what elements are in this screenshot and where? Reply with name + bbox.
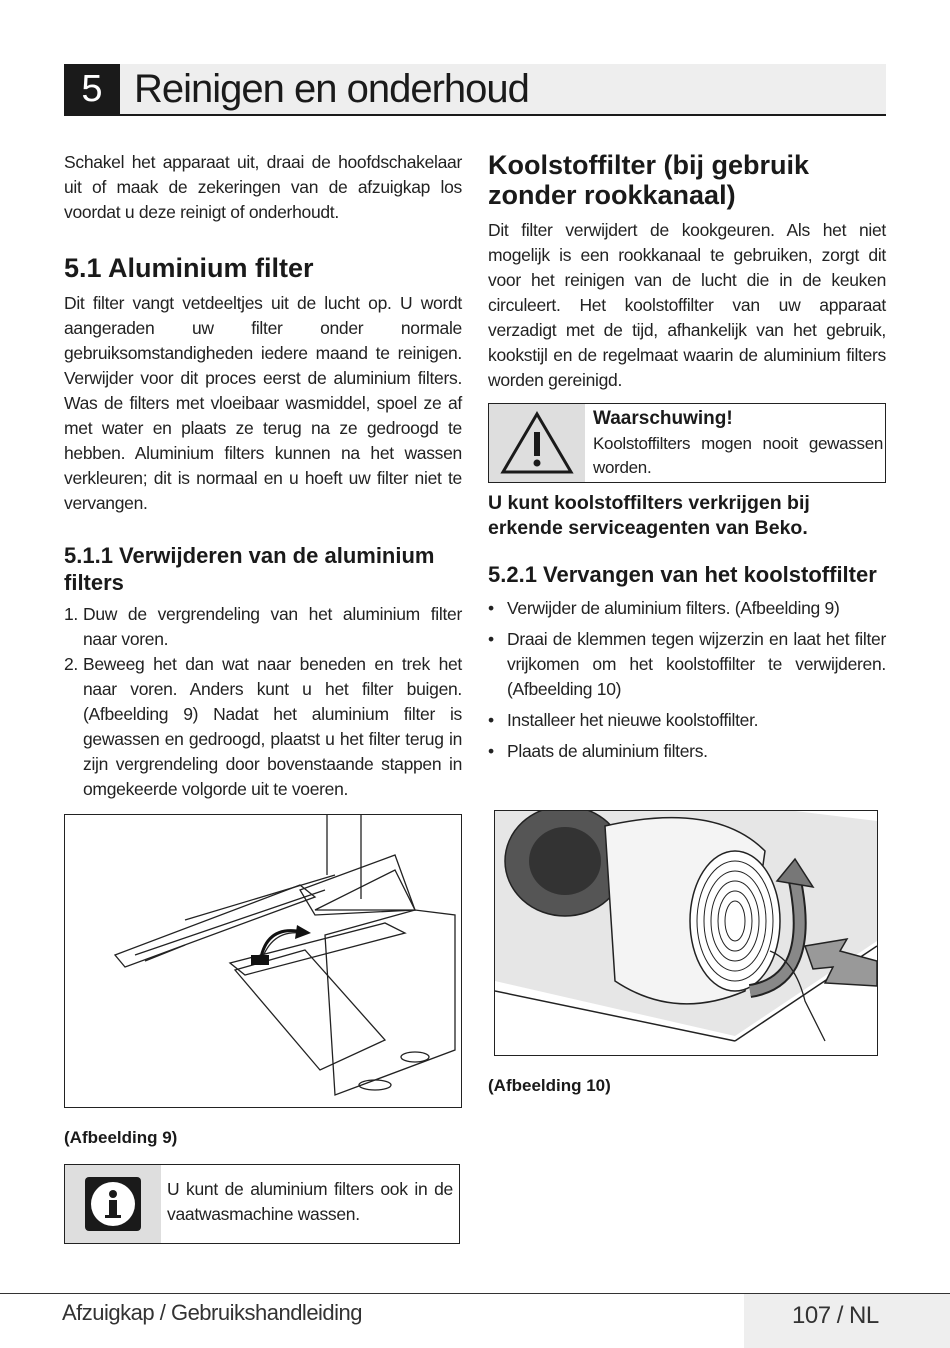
step-number: 2. bbox=[64, 654, 78, 674]
carbon-filter-body: Dit filter verwijdert de kookgeuren. Als het niet mogelijk is een rookkanaal te gebruiken, zorgt dit voor het reinigen van de lucht die in de keuken circuleert. Het koolstoffilter van uw apparaat verzadigt met de tijd, afhankelijk van het gebruik, kookstijl en de regelmaat waarin de aluminium filters worden gereinigd. bbox=[488, 220, 886, 390]
step-text: Beweeg het dan wat naar beneden en trek het naar voren. Anders kunt u het filter buigen. (Afbeelding 9) Nadat het aluminium filter is gewassen en gedroogd, plaatst u het filter terug in zijn vergrendeling door bovenstaande stappen in omgekeerde volgorde uit te voeren. bbox=[83, 654, 462, 799]
warning-icon bbox=[489, 404, 585, 482]
service-agent-note: U kunt koolstoffilters verkrijgen bij erkende serviceagenten van Beko. bbox=[488, 492, 810, 539]
carbon-filter-title: Koolstoffilter (bij gebruik zonder rookkanaal) bbox=[488, 150, 809, 210]
carbon-filter-drawing bbox=[495, 811, 877, 1055]
section-5-2-1-title: 5.2.1 Vervangen van het koolstoffilter bbox=[488, 562, 877, 587]
page-number: 107 / NL bbox=[792, 1302, 879, 1329]
list-item bbox=[64, 652, 462, 802]
bullet-text: Draai de klemmen tegen wijzerzin en laat het filter vrijkomen om het koolstoffilter te verwijderen. (Afbeelding 10) bbox=[507, 629, 886, 699]
chapter-title: Reinigen en onderhoud bbox=[134, 67, 529, 111]
figure-9-illustration bbox=[64, 814, 462, 1108]
intro-paragraph: Schakel het apparaat uit, draai de hoofdschakelaar uit of maak de zekeringen van de afzuigkap los voordat u deze reinigt of onderhoudt. bbox=[64, 152, 462, 222]
bullet-text: Verwijder de aluminium filters. (Afbeelding 9) bbox=[507, 598, 840, 618]
step-number: 1. bbox=[64, 604, 78, 624]
chapter-header bbox=[64, 64, 886, 116]
figure-9-caption: (Afbeelding 9) bbox=[64, 1128, 178, 1147]
info-note-box bbox=[64, 1164, 460, 1244]
section-5-1-body: Dit filter vangt vetdeeltjes uit de lucht op. U wordt aangeraden uw filter onder normale gebruiksomstandigheden iedere maand te reinigen. Verwijder voor dit proces eerst de aluminium filters. Was de filters met vloeibaar wasmiddel, spoel ze af met water en plaats ze terug na ze gedroogd te hebben. Aluminium filters kunnen na het wassen verkleuren; dit is normaal en u hoeft uw filter niet te vervangen. bbox=[64, 293, 462, 513]
replacement-steps bbox=[488, 596, 886, 764]
bullet-icon: • bbox=[488, 598, 494, 618]
removal-steps bbox=[64, 602, 462, 802]
bullet-icon: • bbox=[488, 629, 494, 649]
bullet-text: Installeer het nieuwe koolstoffilter. bbox=[507, 710, 759, 730]
step-text: Duw de vergrendeling van het aluminium filter naar voren. bbox=[83, 604, 462, 649]
info-text: U kunt de aluminium filters ook in de vaatwasmachine wassen. bbox=[167, 1179, 453, 1224]
figure-10-caption: (Afbeelding 10) bbox=[488, 1076, 611, 1095]
left-column bbox=[64, 150, 462, 802]
list-item bbox=[488, 627, 886, 702]
section-5-1-1-title: 5.1.1 Verwijderen van de aluminium filters bbox=[64, 543, 435, 595]
footer-document-title: Afzuigkap / Gebruikshandleiding bbox=[62, 1300, 363, 1325]
list-item bbox=[488, 708, 886, 733]
list-item bbox=[64, 602, 462, 652]
warning-text bbox=[593, 406, 883, 480]
warning-icon-cell bbox=[489, 404, 585, 482]
list-item bbox=[488, 739, 886, 764]
info-icon bbox=[65, 1165, 161, 1243]
list-item bbox=[488, 596, 886, 621]
warning-title: Waarschuwing! bbox=[593, 408, 733, 429]
warning-box bbox=[488, 403, 886, 483]
bullet-icon: • bbox=[488, 741, 494, 761]
right-column bbox=[488, 150, 886, 770]
chapter-number: 5 bbox=[64, 64, 120, 114]
warning-body: Koolstoffilters mogen nooit gewassen worden. bbox=[593, 434, 883, 477]
bullet-icon: • bbox=[488, 710, 494, 730]
bullet-text: Plaats de aluminium filters. bbox=[507, 741, 708, 761]
section-5-1-title: 5.1 Aluminium filter bbox=[64, 253, 314, 283]
info-icon-cell bbox=[65, 1165, 161, 1243]
figure-10-illustration bbox=[494, 810, 878, 1056]
hood-filter-drawing bbox=[65, 815, 461, 1107]
